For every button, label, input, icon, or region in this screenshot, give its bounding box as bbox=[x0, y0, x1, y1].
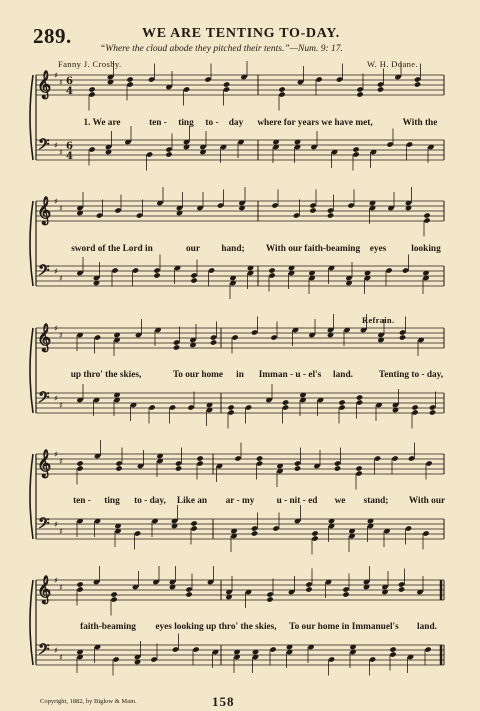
lyric-line bbox=[0, 622, 480, 636]
note-group bbox=[76, 505, 429, 555]
svg-text:♯: ♯ bbox=[59, 77, 63, 87]
note-group bbox=[76, 255, 429, 300]
treble-staff bbox=[36, 440, 444, 490]
lyric-syllable: ting bbox=[104, 496, 120, 506]
svg-text:♯: ♯ bbox=[54, 70, 58, 80]
svg-text:♯: ♯ bbox=[59, 400, 63, 410]
lyric-syllable: ten - bbox=[149, 118, 167, 128]
lyric-syllable: we bbox=[334, 496, 346, 506]
bass-clef-icon: 𝄢 bbox=[38, 641, 50, 662]
bass-clef-icon: 𝄢 bbox=[38, 262, 50, 283]
svg-text:♯: ♯ bbox=[54, 393, 58, 403]
bass-staff bbox=[36, 384, 444, 429]
treble-staff bbox=[36, 187, 444, 237]
note-group bbox=[76, 634, 431, 676]
key-signature-icon bbox=[54, 519, 63, 536]
lyric-syllable: With our faith-beaming bbox=[265, 244, 361, 254]
bass-clef-icon: 𝄢 bbox=[38, 136, 50, 157]
svg-text:♯: ♯ bbox=[54, 140, 58, 150]
note-group bbox=[76, 187, 430, 237]
treble-staff bbox=[36, 61, 444, 111]
lyric-syllable: looking bbox=[411, 244, 441, 254]
lyric-line bbox=[0, 118, 480, 132]
lyric-syllable: in bbox=[236, 370, 244, 380]
svg-text:♯: ♯ bbox=[54, 519, 58, 529]
key-signature-icon bbox=[54, 393, 63, 410]
bass-staff bbox=[36, 505, 444, 555]
treble-clef-icon: 𝄞 bbox=[37, 322, 52, 351]
music-system bbox=[30, 187, 444, 299]
lyric-line bbox=[0, 496, 480, 510]
lyric-syllable: our bbox=[186, 244, 200, 254]
lyric-syllable: stand; bbox=[363, 496, 389, 506]
lyric-syllable: day bbox=[228, 118, 244, 128]
svg-text:♯: ♯ bbox=[59, 582, 63, 592]
key-signature-icon bbox=[54, 449, 63, 466]
svg-text:♯: ♯ bbox=[59, 273, 63, 283]
svg-text:4: 4 bbox=[66, 86, 73, 97]
lyric-syllable: land. bbox=[333, 370, 353, 380]
treble-clef-icon: 𝄞 bbox=[37, 448, 52, 477]
svg-text:♯: ♯ bbox=[54, 575, 58, 585]
hymn-number: 289. bbox=[33, 24, 72, 48]
lyric-syllable: ting bbox=[178, 118, 194, 128]
note-group bbox=[88, 126, 434, 171]
lyric-line bbox=[0, 244, 480, 258]
copyright-notice: Copyright, 1882, by Biglow & Main. bbox=[40, 698, 137, 705]
lyric-syllable: u - nit - ed bbox=[276, 496, 318, 506]
refrain-label: Refrain. bbox=[362, 315, 395, 325]
svg-text:♯: ♯ bbox=[54, 323, 58, 333]
note-group bbox=[76, 566, 423, 616]
lyric-syllable: With our bbox=[408, 496, 446, 506]
note-group bbox=[76, 440, 432, 490]
lyric-syllable: To our home in Immanuel's bbox=[289, 622, 399, 632]
lyric-syllable: sword of the Lord in bbox=[71, 244, 153, 254]
lyric-syllable: land. bbox=[417, 622, 437, 632]
lyric-syllable: hand; bbox=[221, 244, 245, 254]
svg-text:♯: ♯ bbox=[59, 652, 63, 662]
key-signature-icon bbox=[54, 645, 63, 662]
epigraph: “Where the cloud abode they pitched their tents.”—Num. 9: 17. bbox=[100, 44, 343, 54]
bass-staff bbox=[36, 634, 444, 676]
svg-text:♯: ♯ bbox=[59, 526, 63, 536]
treble-clef-icon: 𝄞 bbox=[37, 574, 52, 603]
lyric-line bbox=[0, 370, 480, 384]
lyric-syllable: eyes bbox=[369, 244, 387, 254]
bass-staff bbox=[36, 255, 444, 300]
music-system bbox=[30, 61, 444, 171]
lyric-syllable: to - bbox=[205, 118, 219, 128]
music-system bbox=[30, 566, 444, 676]
lyric-syllable: Imman - u - el's bbox=[258, 370, 322, 380]
svg-text:♯: ♯ bbox=[59, 147, 63, 157]
svg-text:♯: ♯ bbox=[54, 196, 58, 206]
key-signature-icon bbox=[54, 196, 63, 213]
key-signature-icon bbox=[54, 70, 63, 87]
svg-text:♯: ♯ bbox=[54, 449, 58, 459]
svg-text:4: 4 bbox=[66, 151, 73, 162]
lyric-syllable: faith-beaming bbox=[80, 622, 136, 632]
lyric-syllable: Like an bbox=[176, 496, 208, 506]
lyric-syllable: eyes looking up thro' the skies, bbox=[155, 622, 277, 632]
key-signature-icon bbox=[54, 323, 63, 340]
lyric-syllable: ten - bbox=[73, 496, 91, 506]
treble-clef-icon: 𝄞 bbox=[37, 195, 52, 224]
lyric-syllable: To our home bbox=[172, 370, 224, 380]
lyric-syllable: up thro' the skies, bbox=[70, 370, 142, 380]
lyric-syllable: With the bbox=[402, 118, 438, 128]
svg-text:♯: ♯ bbox=[54, 266, 58, 276]
page-number: 158 bbox=[212, 694, 235, 709]
svg-text:♯: ♯ bbox=[59, 456, 63, 466]
lyric-syllable: to - day, bbox=[134, 496, 166, 506]
time-signature bbox=[66, 141, 73, 162]
key-signature-icon bbox=[54, 140, 63, 157]
svg-text:♯: ♯ bbox=[59, 203, 63, 213]
key-signature-icon bbox=[54, 575, 63, 592]
lyric-syllable: where for years we have met, bbox=[257, 118, 373, 128]
lyric-syllable: Tenting to - day, bbox=[378, 370, 444, 380]
lyricist-credit: Fanny J. Crosby. bbox=[58, 59, 122, 69]
svg-text:♯: ♯ bbox=[59, 330, 63, 340]
svg-text:♯: ♯ bbox=[54, 645, 58, 655]
note-group bbox=[88, 61, 421, 111]
hymn-title: WE ARE TENTING TO-DAY. bbox=[142, 26, 340, 41]
lyric-syllable: 1. We are bbox=[83, 118, 121, 128]
bass-staff bbox=[36, 126, 444, 171]
composer-credit: W. H. Doane. bbox=[367, 59, 418, 69]
bass-clef-icon: 𝄢 bbox=[38, 515, 50, 536]
lyric-syllable: ar - my bbox=[225, 496, 255, 506]
time-signature bbox=[66, 76, 73, 97]
treble-staff bbox=[36, 566, 444, 616]
key-signature-icon bbox=[54, 266, 63, 283]
svg-text:6: 6 bbox=[66, 141, 73, 152]
svg-text:6: 6 bbox=[66, 76, 73, 87]
note-group bbox=[76, 384, 436, 429]
treble-clef-icon: 𝄞 bbox=[37, 69, 52, 98]
bass-clef-icon: 𝄢 bbox=[38, 389, 50, 410]
